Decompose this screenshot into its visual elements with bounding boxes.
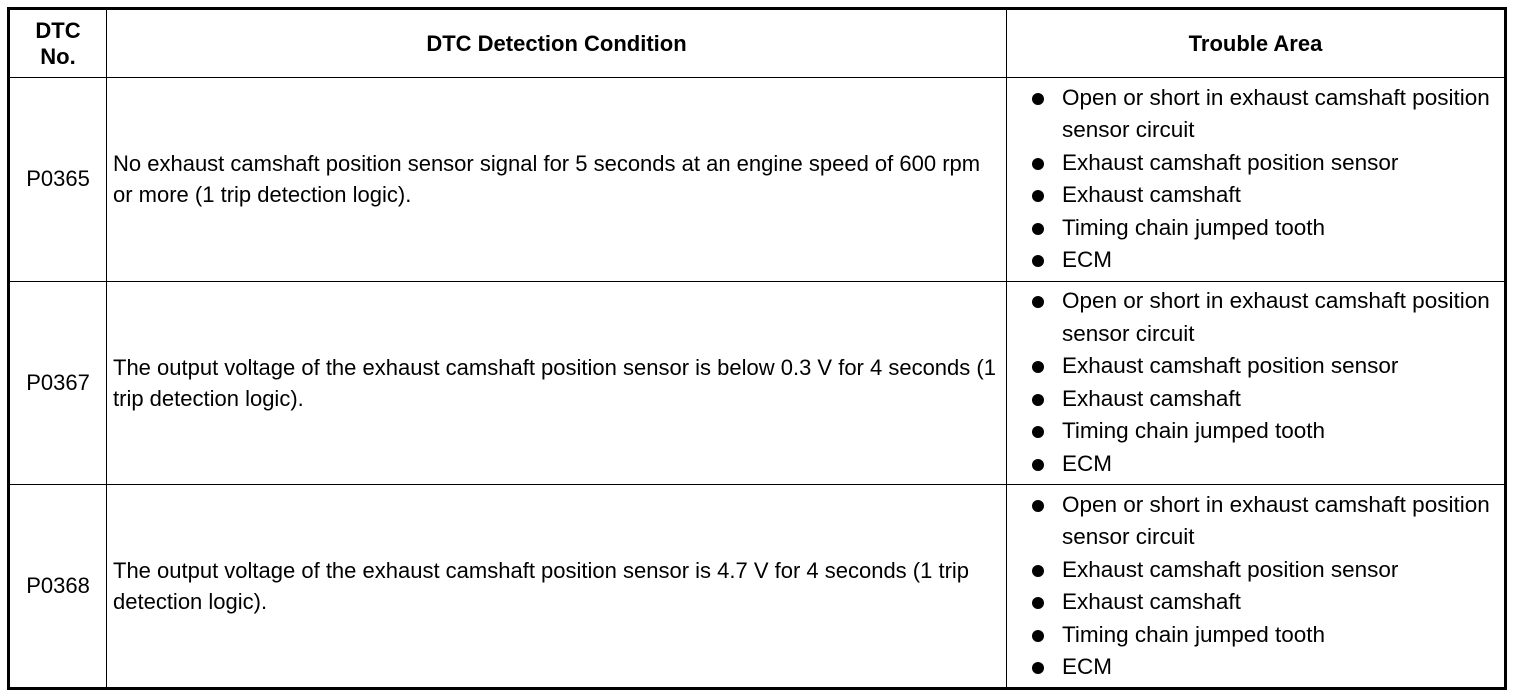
list-item [1029, 147, 1504, 180]
trouble-area-cell [1007, 485, 1506, 689]
trouble-area-item: ECM [1062, 654, 1112, 680]
header-dtc-no-line1: DTC [35, 17, 81, 43]
trouble-area-item: Exhaust camshaft position sensor [1062, 556, 1399, 582]
trouble-area-item: Open or short in exhaust camshaft position sensor circuit [1062, 491, 1490, 550]
detection-condition: The output voltage of the exhaust camshaft position sensor is below 0.3 V for 4 seconds (1 trip detection logic). [107, 281, 1007, 485]
list-item [1029, 586, 1504, 619]
trouble-area-cell [1007, 281, 1506, 485]
header-trouble-area: Trouble Area [1007, 9, 1506, 78]
list-item [1029, 489, 1504, 554]
bullet-icon [1032, 394, 1044, 406]
trouble-area-item: Exhaust camshaft [1062, 385, 1241, 411]
trouble-area-item: Open or short in exhaust camshaft position sensor circuit [1062, 288, 1490, 346]
header-dtc-no [9, 9, 107, 78]
bullet-icon [1032, 296, 1044, 308]
dtc-code: P0367 [9, 281, 107, 485]
trouble-area-item: Timing chain jumped tooth [1062, 621, 1326, 647]
list-item [1029, 179, 1504, 212]
bullet-icon [1032, 255, 1044, 267]
table-row [9, 78, 1506, 282]
trouble-area-item: Exhaust camshaft position sensor [1062, 353, 1399, 379]
list-item [1029, 244, 1504, 277]
bullet-icon [1032, 500, 1044, 512]
header-row [9, 9, 1506, 78]
trouble-area-list [1029, 285, 1504, 480]
bullet-icon [1032, 158, 1044, 170]
trouble-area-item: Exhaust camshaft position sensor [1062, 149, 1399, 175]
header-dtc-no-line2: No. [40, 43, 76, 69]
list-item [1029, 651, 1504, 684]
trouble-area-item: Exhaust camshaft [1062, 182, 1241, 208]
bullet-icon [1032, 361, 1044, 373]
list-item [1029, 448, 1504, 481]
list-item [1029, 285, 1504, 350]
trouble-area-item: Exhaust camshaft [1062, 589, 1241, 615]
table-row [9, 281, 1506, 485]
trouble-area-list [1029, 82, 1504, 277]
bullet-icon [1032, 93, 1044, 105]
list-item [1029, 212, 1504, 245]
bullet-icon [1032, 426, 1044, 438]
header-condition: DTC Detection Condition [107, 9, 1007, 78]
detection-condition: The output voltage of the exhaust camshaft position sensor is 4.7 V for 4 seconds (1 trip detection logic). [107, 485, 1007, 689]
bullet-icon [1032, 662, 1044, 674]
bullet-icon [1032, 190, 1044, 202]
list-item [1029, 82, 1504, 147]
trouble-area-item: ECM [1062, 450, 1112, 476]
trouble-area-list [1029, 489, 1504, 684]
dtc-code: P0365 [9, 78, 107, 282]
list-item [1029, 350, 1504, 383]
trouble-area-item: Timing chain jumped tooth [1062, 418, 1326, 444]
bullet-icon [1032, 565, 1044, 577]
trouble-area-item: Timing chain jumped tooth [1062, 214, 1326, 240]
trouble-area-item: Open or short in exhaust camshaft position sensor circuit [1062, 84, 1490, 143]
bullet-icon [1032, 223, 1044, 235]
trouble-area-item: ECM [1062, 247, 1112, 273]
bullet-icon [1032, 597, 1044, 609]
table-row [9, 485, 1506, 689]
detection-condition: No exhaust camshaft position sensor signal for 5 seconds at an engine speed of 600 rpm or more (1 trip detection logic). [107, 78, 1007, 282]
trouble-area-cell [1007, 78, 1506, 282]
list-item [1029, 619, 1504, 652]
bullet-icon [1032, 459, 1044, 471]
dtc-code: P0368 [9, 485, 107, 689]
list-item [1029, 554, 1504, 587]
list-item [1029, 415, 1504, 448]
bullet-icon [1032, 630, 1044, 642]
list-item [1029, 383, 1504, 416]
dtc-table [7, 7, 1507, 690]
